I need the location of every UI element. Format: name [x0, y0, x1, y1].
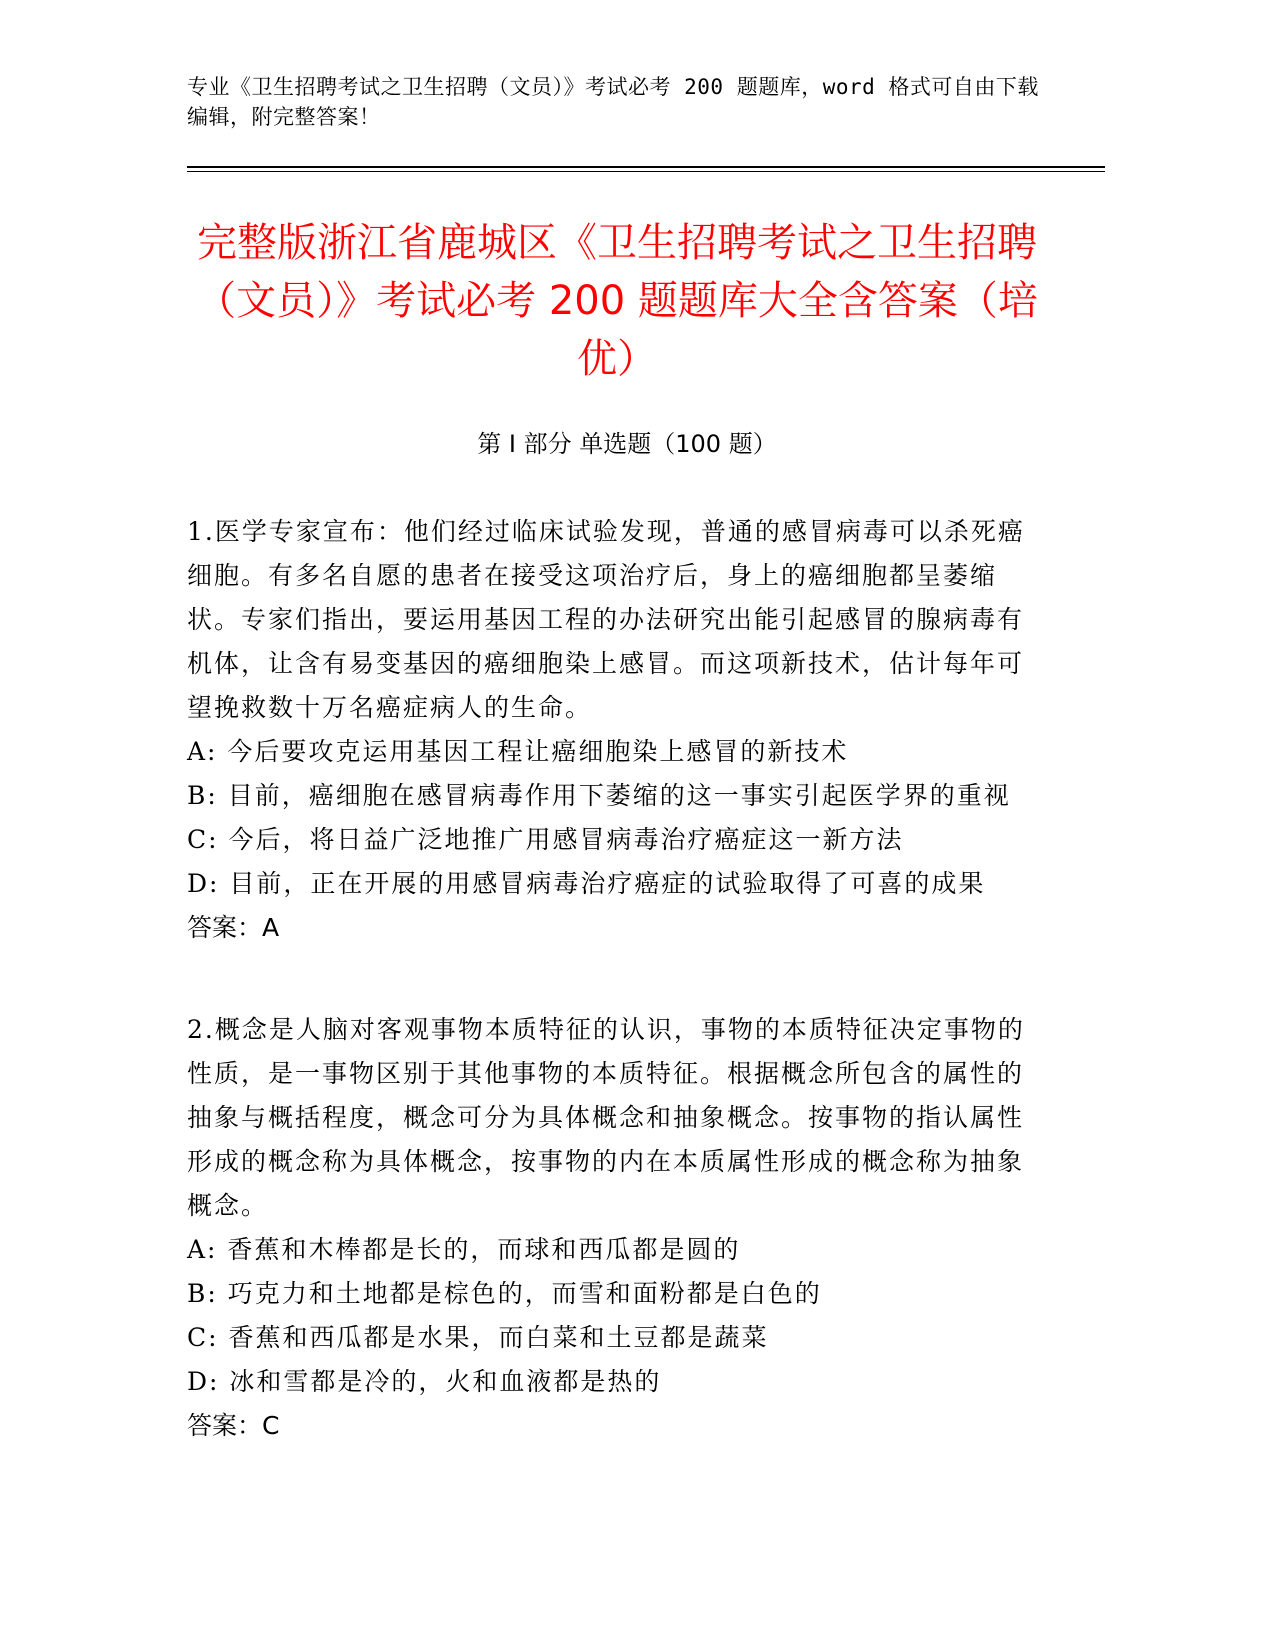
option-c: C: 今后，将日益广泛地推广用感冒病毒治疗癌症这一新方法: [187, 825, 904, 854]
section-title: 第 I 部分 单选题（100 题）: [477, 430, 777, 458]
question-1: [187, 510, 1047, 950]
option-d: D: 冰和雪都是冷的，火和血液都是热的: [187, 1367, 662, 1396]
option-b: B: 目前，癌细胞在感冒病毒作用下萎缩的这一事实引起医学界的重视: [187, 781, 1011, 810]
document-page: [187, 72, 1105, 1448]
option-c: C: 香蕉和西瓜都是水果，而白菜和土豆都是蔬菜: [187, 1323, 769, 1352]
header-intro: 专业《卫生招聘考试之卫生招聘（文员）》考试必考 200 题题库，word 格式可自由下载编辑，附完整答案！: [187, 75, 1039, 129]
document-title: 完整版浙江省鹿城区《卫生招聘考试之卫生招聘（文员）》考试必考 200 题题库大全含答案（培优）: [196, 220, 1038, 382]
question-stem: 1.医学专家宣布：他们经过临床试验发现，普通的感冒病毒可以杀死癌细胞。有多名自愿的患者在接受这项治疗后，身上的癌细胞都呈萎缩状。专家们指出，要运用基因工程的办法研究出能引起感冒的腺病毒有机体，让含有易变基因的癌细胞染上感冒。而这项新技术，估计每年可望挽救数十万名癌症病人的生命。: [187, 517, 1025, 722]
question-stem: 2.概念是人脑对客观事物本质特征的认识，事物的本质特征决定事物的性质，是一事物区别于其他事物的本质特征。根据概念所包含的属性的抽象与概括程度，概念可分为具体概念和抽象概念。按事物的指认属性形成的概念称为具体概念，按事物的内在本质属性形成的概念称为抽象概念。: [187, 1015, 1025, 1220]
header-divider: [187, 166, 1105, 172]
option-d: D: 目前，正在开展的用感冒病毒治疗癌症的试验取得了可喜的成果: [187, 869, 986, 898]
option-b: B: 巧克力和土地都是棕色的，而雪和面粉都是白色的: [187, 1279, 822, 1308]
question-2: [187, 1008, 1047, 1448]
answer: 答案：C: [187, 1411, 280, 1440]
answer: 答案：A: [187, 913, 280, 942]
option-a: A: 今后要攻克运用基因工程让癌细胞染上感冒的新技术: [187, 737, 849, 766]
option-a: A: 香蕉和木棒都是长的，而球和西瓜都是圆的: [187, 1235, 741, 1264]
